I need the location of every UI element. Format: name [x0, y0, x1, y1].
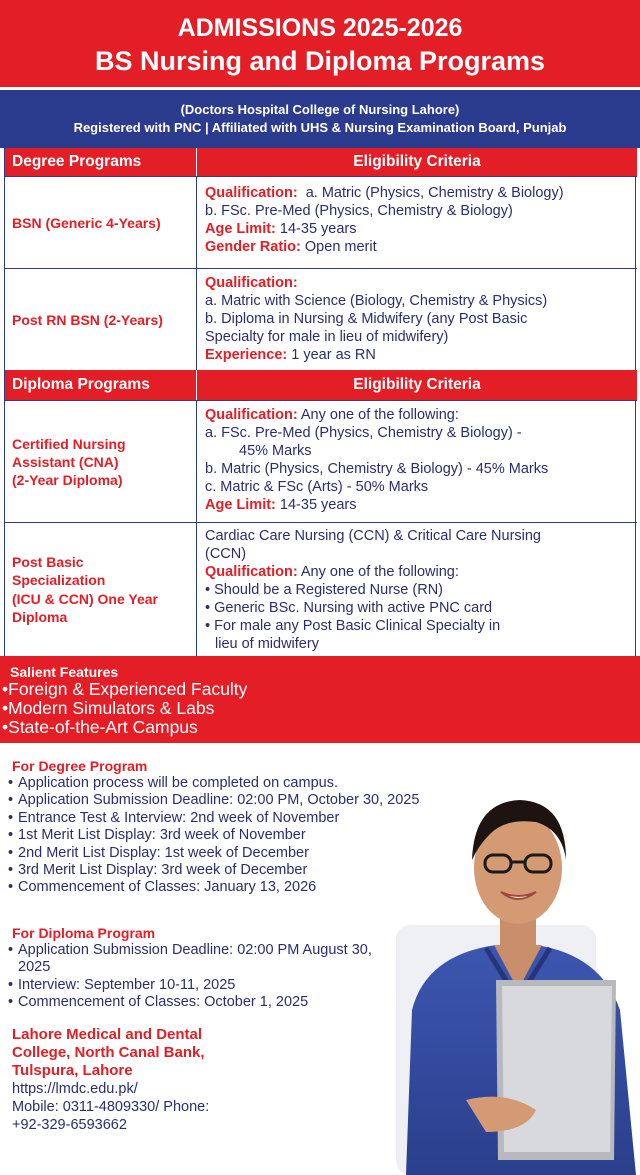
contact-block	[12, 1026, 209, 1134]
table-row	[5, 177, 637, 269]
feature-text: Foreign & Experienced Faculty	[8, 679, 248, 699]
list-item: • Application Submission Deadline: 02:00 PM August 30, 2025	[8, 942, 378, 977]
program-name-line: (2-Year Diploma)	[12, 471, 123, 488]
list-item: •Foreign & Experienced Faculty	[2, 679, 248, 699]
qualification-intro: Any one of the following:	[300, 564, 459, 580]
degree-table-header	[5, 148, 637, 177]
list-item: • Interview: September 10-11, 2025	[8, 977, 378, 994]
table-row	[5, 523, 637, 656]
list-item: • 3rd Merit List Display: 3rd week of December	[8, 862, 448, 879]
qualification-label: Qualification:	[205, 185, 298, 201]
feature-text: Modern Simulators & Labs	[8, 698, 215, 718]
eligibility-cell	[197, 269, 637, 370]
gender-label: Gender Ratio:	[205, 239, 301, 255]
experience-value: 1 year as RN	[291, 347, 376, 363]
program-name: Post RN BSN (2-Years)	[5, 269, 197, 370]
age-value: 14-35 years	[279, 221, 357, 237]
specialization-intro-cont: (CCN)	[205, 546, 247, 562]
college-address: College, North Canal Bank,	[12, 1044, 205, 1061]
program-name	[5, 523, 197, 656]
table-row	[5, 269, 637, 370]
table-row	[5, 401, 637, 523]
website-link[interactable]: https://lmdc.edu.pk/	[12, 1081, 138, 1097]
list-item: • Entrance Test & Interview: 2nd week of November	[8, 810, 448, 827]
eligibility-cell	[197, 177, 637, 268]
qualification-a: a. FSc. Pre-Med (Physics, Chemistry & Biology) -	[205, 425, 522, 441]
diploma-schedule-title: For Diploma Program	[12, 925, 156, 941]
list-item: • Commencement of Classes: January 13, 2026	[8, 879, 448, 896]
qualification-b: b. FSc. Pre-Med (Physics, Chemistry & Biology)	[205, 203, 513, 219]
college-banner	[0, 90, 640, 148]
list-item: • For male any Post Basic Clinical Specialty in	[205, 618, 501, 634]
gender-value: Open merit	[304, 239, 377, 255]
salient-title: Salient Features	[10, 664, 119, 680]
phone-number: +92-329-6593662	[12, 1117, 127, 1133]
col-header-eligibility: Eligibility Criteria	[353, 376, 481, 393]
list-item: • Commencement of Classes: October 1, 2025	[8, 994, 378, 1011]
college-name: (Doctors Hospital College of Nursing Lahore)	[180, 102, 460, 117]
qualification-label: Qualification:	[205, 407, 298, 423]
eligibility-cell	[197, 401, 637, 522]
diploma-table	[4, 370, 636, 656]
degree-schedule-list	[8, 775, 448, 897]
qualification-a-cont: 45% Marks	[239, 443, 312, 459]
salient-features	[0, 656, 640, 743]
age-value: 14-35 years	[279, 497, 357, 513]
program-name-line: Specialization	[12, 572, 106, 588]
age-label: Age Limit:	[205, 221, 276, 237]
degree-table	[4, 148, 636, 370]
bullet-text: Should be a Registered Nurse (RN)	[214, 582, 443, 598]
qualification-b-cont: Specialty for male in lieu of midwifery)	[205, 329, 449, 345]
eligibility-cell	[197, 523, 637, 656]
program-name-line: Assistant (CNA)	[12, 453, 119, 470]
list-item: • Application process will be completed on campus.	[8, 775, 448, 792]
college-address: Lahore Medical and Dental	[12, 1026, 203, 1043]
experience-label: Experience:	[205, 347, 288, 363]
program-name-line: (ICU & CCN) One Year	[12, 590, 158, 607]
qualification-intro: Any one of the following:	[300, 407, 459, 423]
mobile-number: Mobile: 0311-4809330/ Phone:	[12, 1099, 210, 1115]
diploma-table-header	[5, 370, 637, 401]
program-name	[5, 401, 197, 522]
college-address: Tulspura, Lahore	[12, 1062, 133, 1079]
qualification-a: a. Matric with Science (Biology, Chemistry & Physics)	[205, 293, 548, 309]
list-item: • 1st Merit List Display: 3rd week of November	[8, 827, 448, 844]
degree-schedule-title: For Degree Program	[12, 758, 148, 774]
program-name-line: Diploma	[12, 609, 68, 625]
bullet-text-cont: lieu of midwifery	[215, 636, 319, 652]
qualification-a: a. Matric (Physics, Chemistry & Biology)	[305, 185, 564, 201]
registration-line: Registered with PNC | Affiliated with UHS & Nursing Examination Board, Punjab	[73, 120, 567, 135]
list-item: • Generic BSc. Nursing with active PNC card	[205, 600, 493, 616]
bullet-text: Generic BSc. Nursing with active PNC card	[214, 600, 493, 616]
diploma-schedule	[8, 924, 378, 1012]
program-name: BSN (Generic 4-Years)	[5, 177, 197, 268]
qualification-label: Qualification:	[205, 564, 298, 580]
diploma-schedule-list	[8, 942, 378, 1012]
list-item: • 2nd Merit List Display: 1st week of December	[8, 845, 448, 862]
program-name-line: Certified Nursing	[12, 435, 126, 452]
qualification-label: Qualification:	[205, 275, 298, 291]
list-item: • Application Submission Deadline: 02:00 PM, October 30, 2025	[8, 792, 448, 809]
col-header-programs: Degree Programs	[5, 148, 197, 176]
age-label: Age Limit:	[205, 497, 276, 513]
list-item: •Modern Simulators & Labs	[2, 698, 215, 718]
qualification-c: c. Matric & FSc (Arts) - 50% Marks	[205, 479, 429, 495]
admissions-title: ADMISSIONS 2025-2026	[177, 14, 463, 42]
feature-text: State-of-the-Art Campus	[8, 717, 198, 737]
bullet-text: For male any Post Basic Clinical Specialty in	[214, 618, 501, 634]
qualification-b: b. Diploma in Nursing & Midwifery (any Post Basic	[205, 311, 528, 327]
programs-title: BS Nursing and Diploma Programs	[94, 46, 546, 76]
header-banner	[0, 0, 640, 90]
qualification-b: b. Matric (Physics, Chemistry & Biology) - 45% Marks	[205, 461, 549, 477]
specialization-intro: Cardiac Care Nursing (CCN) & Critical Care Nursing	[205, 528, 541, 544]
list-item: • Should be a Registered Nurse (RN)	[205, 582, 443, 598]
salient-list	[2, 680, 247, 737]
col-header-eligibility: Eligibility Criteria	[353, 153, 481, 170]
program-name-line: Post Basic	[12, 553, 84, 570]
list-item: •State-of-the-Art Campus	[2, 717, 198, 737]
col-header-programs: Diploma Programs	[5, 370, 197, 400]
degree-schedule	[8, 757, 448, 897]
